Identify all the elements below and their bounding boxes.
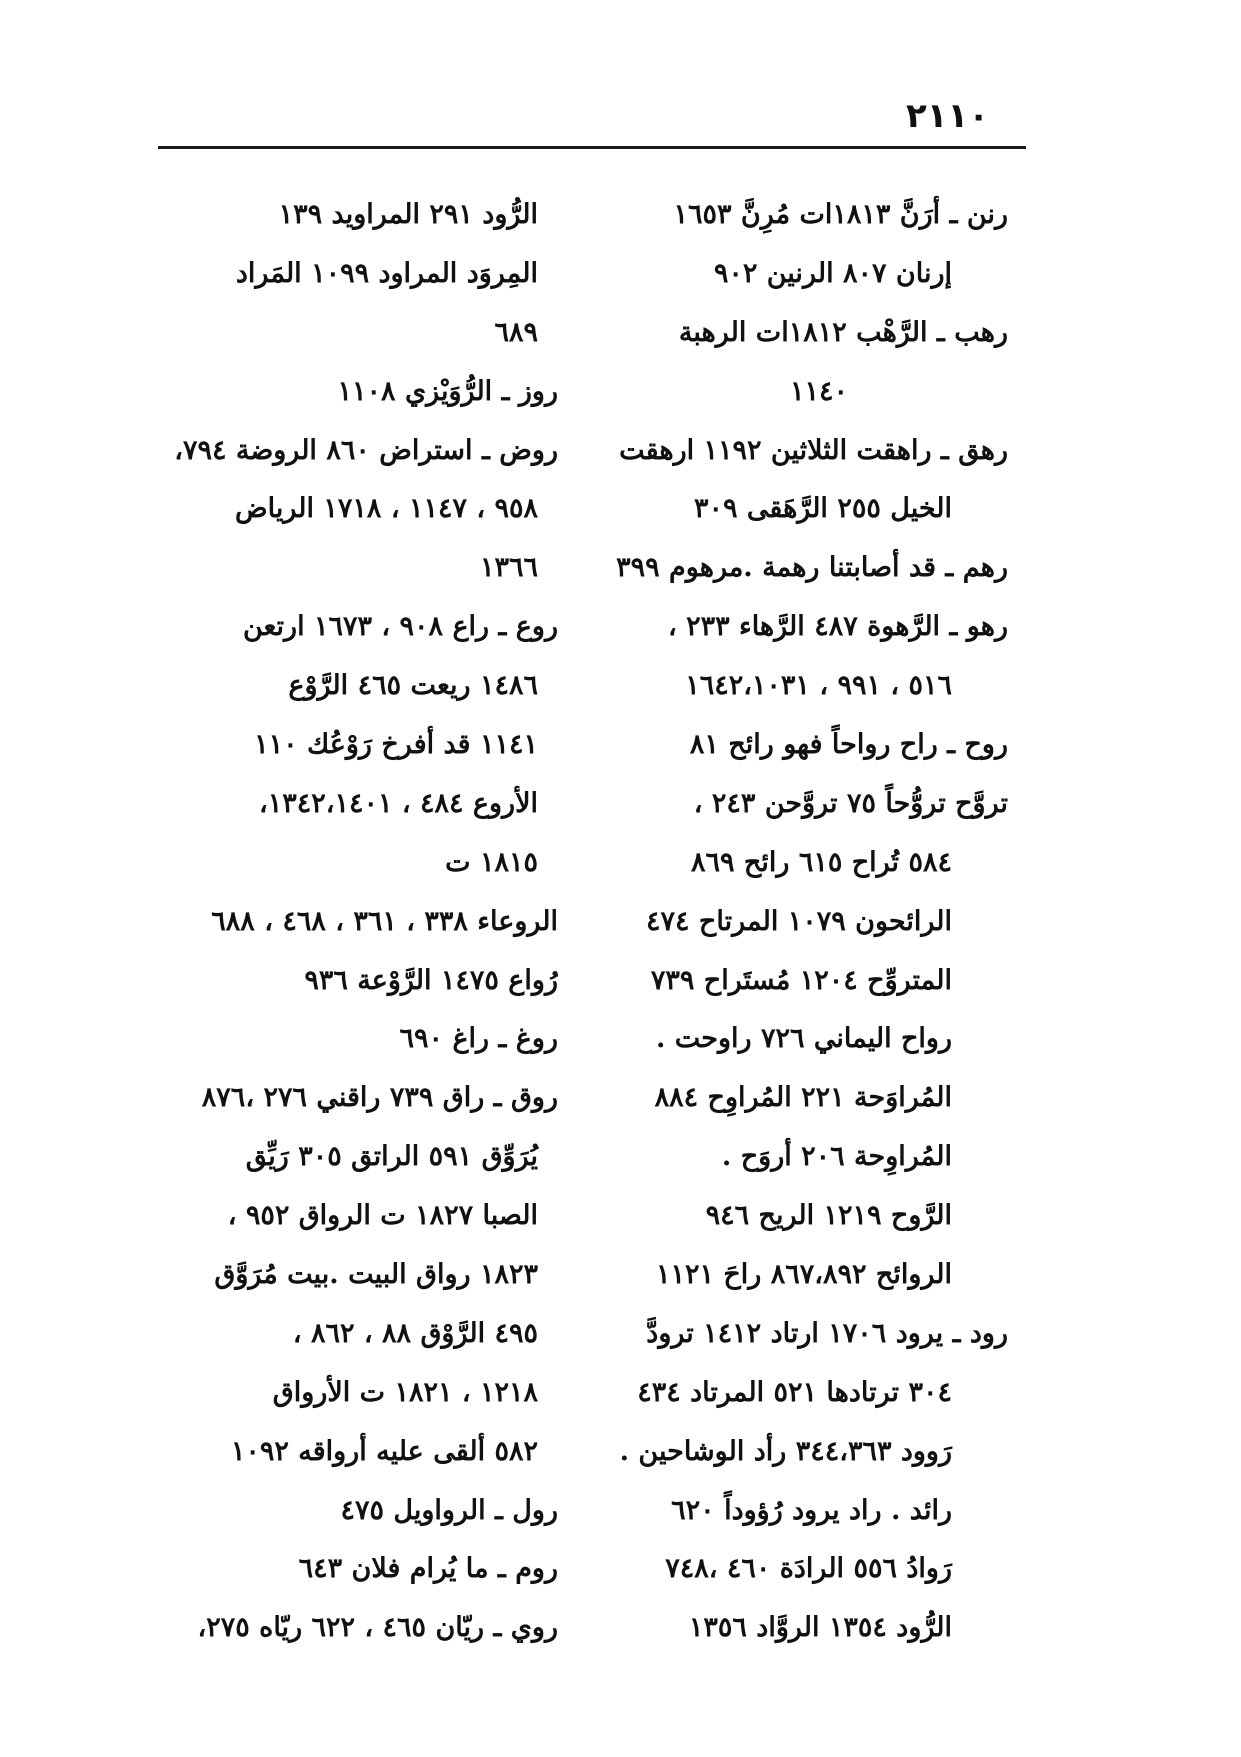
index-line: الرُّود ٢٩١ المراويد ١٣٩ (278, 199, 538, 230)
index-column-left (158, 186, 558, 1658)
index-line: رهق ـ راهقت الثلاثين ١١٩٢ ارهقت (619, 434, 1008, 466)
index-line: رود ـ يرود ١٧٠٦ ارتاد ١٤١٢ ترودَّ (646, 1317, 1008, 1349)
index-line: المتروِّح ١٢٠٤ مُستَراح ٧٣٩ (650, 964, 952, 996)
index-line: رهب ـ الرَّهْب ١٨١٢ات الرهبة (678, 316, 1008, 348)
index-line: الروعاء ٣٣٨ ، ٣٦١ ، ٤٦٨ ، ٦٨٨ (211, 905, 558, 937)
index-line: رواح اليماني ٧٢٦ راوحت . (655, 1023, 952, 1055)
index-line: روع ـ راع ٩٠٨ ، ١٦٧٣ ارتعن (242, 611, 558, 643)
header-rule (158, 146, 1026, 149)
index-line: المِروَد المراود ١٠٩٩ المَراد (235, 257, 538, 289)
index-line: الروائح ٨٦٧،٨٩٢ راحَ ١١٢١ (655, 1259, 952, 1291)
index-line: المُراوِحة ٢٠٦ أروَح . (721, 1141, 952, 1173)
index-line: ٣٠٤ ترتادها ٥٢١ المرتاد ٤٣٤ (637, 1376, 952, 1408)
index-line: الرائحون ١٠٧٩ المرتاح ٤٧٤ (646, 905, 952, 937)
index-line: ٥١٦ ، ٩٩١ ، ١٦٤٢،١٠٣١ (685, 670, 952, 702)
index-line: تروَّح تروُّحاً ٧٥ تروَّحن ٢٤٣ ، (693, 787, 1008, 819)
index-line: ٩٥٨ ، ١١٤٧ ، ١٧١٨ الرياض (235, 493, 538, 525)
index-column-right (608, 186, 1008, 1658)
index-line: إرنان ٨٠٧ الرنين ٩٠٢ (713, 257, 952, 289)
index-line: الرَّوح ١٢١٩ الريح ٩٤٦ (705, 1200, 952, 1232)
index-line: ١٤٨٦ ريعت ٤٦٥ الرَّوْع (288, 670, 538, 702)
index-line: روي ـ ريّان ٤٦٥ ، ٦٢٢ ريّاه ٢٧٥، (197, 1612, 558, 1644)
index-line: الرُّود ١٣٥٤ الروَّاد ١٣٥٦ (688, 1612, 952, 1644)
index-line: ١٢١٨ ، ١٨٢١ ت الأرواق (272, 1376, 538, 1408)
index-line: ١٨١٥ ت (445, 846, 538, 878)
index-line: ٤٩٥ الرَّوْق ٨٨ ، ٨٦٢ ، (292, 1317, 538, 1349)
index-line: رهو ـ الرَّهوة ٤٨٧ الرَّهاء ٢٣٣ ، (667, 611, 1008, 643)
index-line: روغ ـ راغ ٦٩٠ (399, 1023, 558, 1055)
index-line: ٥٨٢ ألقى عليه أرواقه ١٠٩٢ (230, 1435, 538, 1467)
index-line: رُواع ١٤٧٥ الرَّوْعة ٩٣٦ (304, 964, 558, 996)
index-line: روز ـ الرُّوَيْزي ١١٠٨ (337, 375, 558, 407)
index-line: روض ـ استراض ٨٦٠ الروضة ٧٩٤، (174, 434, 558, 466)
index-line: رهم ـ قد أصابتنا رهمة .مرهوم ٣٩٩ (616, 552, 1008, 584)
index-line: ١١٤٠ (789, 375, 848, 407)
index-line: يُرَوِّق ٥٩١ الراتق ٣٠٥ رَيِّق (245, 1141, 538, 1173)
index-line: الخيل ٢٥٥ الرَّهَقى ٣٠٩ (693, 493, 952, 525)
index-line: رائد . راد يرود رُؤوداً ٦٢٠ (671, 1494, 952, 1526)
index-line: الصبا ١٨٢٧ ت الرواق ٩٥٢ ، (227, 1200, 538, 1232)
index-line: الأروع ٤٨٤ ، ١٣٤٢،١٤٠١، (259, 787, 538, 819)
index-line: ١٨٢٣ رواق البيت .بيت مُرَوَّق (214, 1259, 538, 1291)
index-line: رنن ـ أرَنَّ ١٨١٣ات مُرِنَّ ١٦٥٣ (673, 199, 1008, 230)
index-line: ٦٨٩ (494, 316, 538, 348)
index-line: روق ـ راق ٧٣٩ راقني ٢٧٦ ،٨٧٦ (201, 1082, 558, 1114)
index-line: روم ـ ما يُرام فلان ٦٤٣ (298, 1553, 558, 1585)
index-line: ٥٨٤ تُراح ٦١٥ رائح ٨٦٩ (691, 846, 952, 878)
index-line: المُراوَحة ٢٢١ المُراوِح ٨٨٤ (654, 1082, 952, 1114)
index-line: رَوادُ ٥٥٦ الرادَة ٤٦٠ ،٧٤٨ (665, 1553, 952, 1585)
index-line: رول ـ الرواويل ٤٧٥ (340, 1494, 558, 1526)
index-line: رَوود ٣٤٤،٣٦٣ رأد الوشاحين . (619, 1435, 952, 1467)
index-line: روح ـ راح رواحاً فهو رائح ٨١ (689, 729, 1008, 761)
index-line: ١٣٦٦ (479, 552, 538, 584)
page-number: ٢١١٠ (906, 96, 990, 136)
index-line: ١١٤١ قد أفرخ رَوْعُك ١١٠ (254, 729, 538, 761)
